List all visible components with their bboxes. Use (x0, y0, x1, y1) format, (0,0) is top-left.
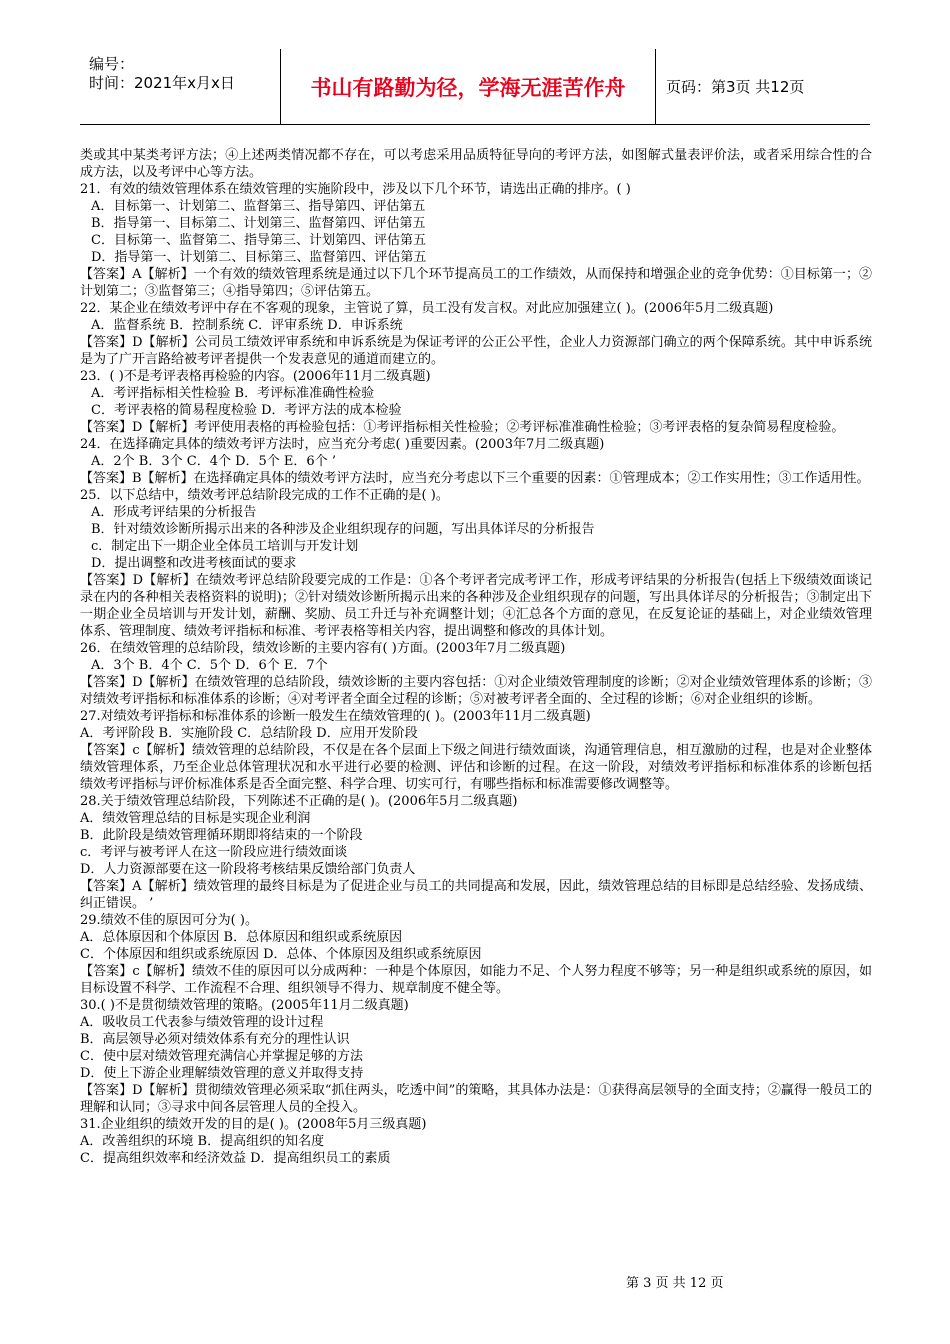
option-line: A．监督系统 B．控制系统 C．评审系统 D．申诉系统 (91, 318, 403, 333)
answer-21: 【答案】A【解析】一个有效的绩效管理系统是通过以下几个环节提高员工的工作绩效，从而保持和增强企业的竞争优势：①目标第一；②计划第二；③监督第三；④指导第四；⑤评估第五。 (80, 267, 872, 299)
page-header (80, 49, 870, 125)
option-line: D．人力资源部要在这一阶段将考核结果反馈给部门负责人 (80, 862, 416, 877)
question-28: 28.关于绩效管理总结阶段，下列陈述不正确的是( )。(2006年5月二级真题) (80, 794, 518, 809)
answer-30: 【答案】D【解析】贯彻绩效管理必须采取“抓住两头，吃透中间”的策略，其具体办法是：①获得高层领导的全面支持；②赢得一般员工的理解和认同；③寻求中间各层管理人员的全投入。 (80, 1083, 872, 1115)
page-footer: 第 3 页 共 12 页 (626, 1276, 724, 1291)
option-line: A．3个 B．4个 C．5个 D．6个 E．7个 (91, 658, 328, 673)
option-line: A．目标第一、计划第二、监督第三、指导第四、评估第五 (91, 199, 426, 214)
option-line: c．考评与被考评人在这一阶段应进行绩效面谈 (80, 845, 348, 860)
option-line: A．考评阶段 B．实施阶段 C．总结阶段 D．应用开发阶段 (80, 726, 418, 741)
option-line: B．指导第一、目标第二、计划第三、监督第四、评估第五 (91, 216, 426, 231)
question-29: 29.绩效不佳的原因可分为( )。 (80, 913, 258, 928)
option-line: D．提出调整和改进考核面试的要求 (91, 556, 297, 571)
option-line: C．目标第一、监督第二、指导第三、计划第四、评估第五 (91, 233, 426, 248)
text-line: 类或其中某类考评方法；④上述两类情况都不存在，可以考虑采用品质特征导向的考评方法，如图解式量表评价法，或者采用综合性的合成方法，以及考评中心等方法。 (80, 148, 872, 180)
option-line: c．制定出下一期企业全体员工培训与开发计划 (91, 539, 359, 554)
option-line: B．针对绩效诊断所揭示出来的各种涉及企业组织现存的问题，写出具体详尽的分析报告 (91, 522, 595, 537)
question-27: 27.对绩效考评指标和标准体系的诊断一般发生在绩效管理的( )。(2003年11月二级真题) (80, 709, 591, 724)
option-line: B．此阶段是绩效管理循环期即将结束的一个阶段 (80, 828, 363, 843)
answer-29: 【答案】c【解析】绩效不佳的原因可以分成两种：一种是个体原因，如能力不足、个人努力程度不够等；另一种是组织或系统的原因，如目标设置不科学、工作流程不合理、组织领导不得力、规章制度不健全等。 (80, 964, 872, 996)
header-motto: 书山有路勤为径，学海无涯苦作舟 (281, 49, 656, 124)
option-line: A．吸收员工代表参与绩效管理的设计过程 (80, 1015, 324, 1030)
document-number-label: 编号： (89, 55, 135, 73)
option-line: C．考评表格的简易程度检验 D．考评方法的成本检验 (91, 403, 402, 418)
question-30: 30.( )不是贯彻绩效管理的策略。(2005年11月二级真题) (80, 998, 409, 1013)
question-25: 25．以下总结中，绩效考评总结阶段完成的工作不正确的是( )。 (80, 488, 449, 503)
option-line: A．2个 B．3个 C．4个 D．5个 E．6个 ’ (91, 454, 336, 469)
question-21: 21．有效的绩效管理体系在绩效管理的实施阶段中，涉及以下几个环节，请选出正确的排序。( ) (80, 182, 631, 197)
answer-27: 【答案】c【解析】绩效管理的总结阶段，不仅是在各个层面上下级之间进行绩效面谈，沟通管理信息，相互激励的过程，也是对企业整体绩效管理体系，乃至企业总体管理状况和水平进行必要的检测、评估和诊断的过程。在这一阶段，对绩效考评指标和标准体系的诊断包括绩效考评指标与评价标准体系是否全面完整、科学合理、切实可行，有哪些指标和标准需要修改调整等。 (80, 743, 872, 792)
answer-28: 【答案】A【解析】绩效管理的最终目标是为了促进企业与员工的共同提高和发展，因此，绩效管理总结的目标即是总结经验、发扬成绩、纠正错误。 ’ (80, 879, 872, 911)
document-time-label: 时间：2021年x月x日 (89, 74, 235, 92)
option-line: A．考评指标相关性检验 B．考评标准准确性检验 (91, 386, 375, 401)
option-line: A．绩效管理总结的目标是实现企业利润 (80, 811, 311, 826)
header-page-label: 页码：第3页 共12页 (666, 78, 805, 96)
question-22: 22．某企业在绩效考评中存在不客观的现象，主管说了算，员工没有发言权。对此应加强建立( )。(2006年5月二级真题) (80, 301, 774, 316)
option-line: A．形成考评结果的分析报告 (91, 505, 257, 520)
question-24: 24．在选择确定具体的绩效考评方法时，应当充分考虑( )重要因素。(2003年7月二级真题) (80, 437, 605, 452)
option-line: A．总体原因和个体原因 B．总体原因和组织或系统原因 (80, 930, 403, 945)
question-23: 23．( )不是考评表格再检验的内容。(2006年11月二级真题) (80, 369, 431, 384)
answer-25: 【答案】D【解析】在绩效考评总结阶段要完成的工作是：①各个考评者完成考评工作，形成考评结果的分析报告(包括上下级绩效面谈记录在内的各种相关表格资料的说明)；②针对绩效诊断所揭示出来的各种涉及企业组织现存的问题，写出具体详尽的分析报告；③制定出下一期企业全员培训与开发计划，薪酬、奖励、员工升迁与补充调整计划；④汇总各个方面的意见，在反复论证的基础上，对企业绩效管理体系、管理制度、绩效考评指标和标准、考评表格等相关内容，提出调整和修改的具体计划。 (80, 573, 872, 639)
answer-26: 【答案】D【解析】在绩效管理的总结阶段，绩效诊断的主要内容包括：①对企业绩效管理制度的诊断；②对企业绩效管理体系的诊断；③对绩效考评指标和标准体系的诊断；④对考评者全面全过程的诊断；⑤对被考评者全面的、全过程的诊断；⑥对企业组织的诊断。 (80, 675, 872, 707)
answer-22: 【答案】D【解析】公司员工绩效评审系统和申诉系统是为保证考评的公正公平性，企业人力资源部门确立的两个保障系统。其中申诉系统是为了广开言路给被考评者提供一个发表意见的通道而建立的。 (80, 335, 872, 367)
question-26: 26．在绩效管理的总结阶段，绩效诊断的主要内容有( )方面。(2003年7月二级真题) (80, 641, 566, 656)
question-31: 31.企业组织的绩效开发的目的是( )。(2008年5月三级真题) (80, 1117, 427, 1132)
option-line: D．指导第一、计划第二、目标第三、监督第四、评估第五 (91, 250, 427, 265)
answer-24: 【答案】B【解析】在选择确定具体的绩效考评方法时，应当充分考虑以下三个重要的因素：①管理成本；②工作实用性；③工作适用性。 (80, 471, 870, 486)
option-line: C．个体原因和组织或系统原因 D．总体、个体原因及组织或系统原因 (80, 947, 482, 962)
option-line: D．使上下游企业理解绩效管理的意义并取得支持 (80, 1066, 364, 1081)
header-meta (80, 49, 281, 124)
document-body (80, 147, 872, 1167)
option-line: C．使中层对绩效管理充满信心并掌握足够的方法 (80, 1049, 363, 1064)
option-line: C．提高组织效率和经济效益 D．提高组织员工的素质 (80, 1151, 391, 1166)
answer-23: 【答案】D【解析】考评使用表格的再检验包括：①考评指标相关性检验；②考评标准准确性检验；③考评表格的复杂简易程度检验。 (80, 420, 845, 435)
option-line: B．高层领导必须对绩效体系有充分的理性认识 (80, 1032, 350, 1047)
option-line: A．改善组织的环境 B．提高组织的知名度 (80, 1134, 325, 1149)
